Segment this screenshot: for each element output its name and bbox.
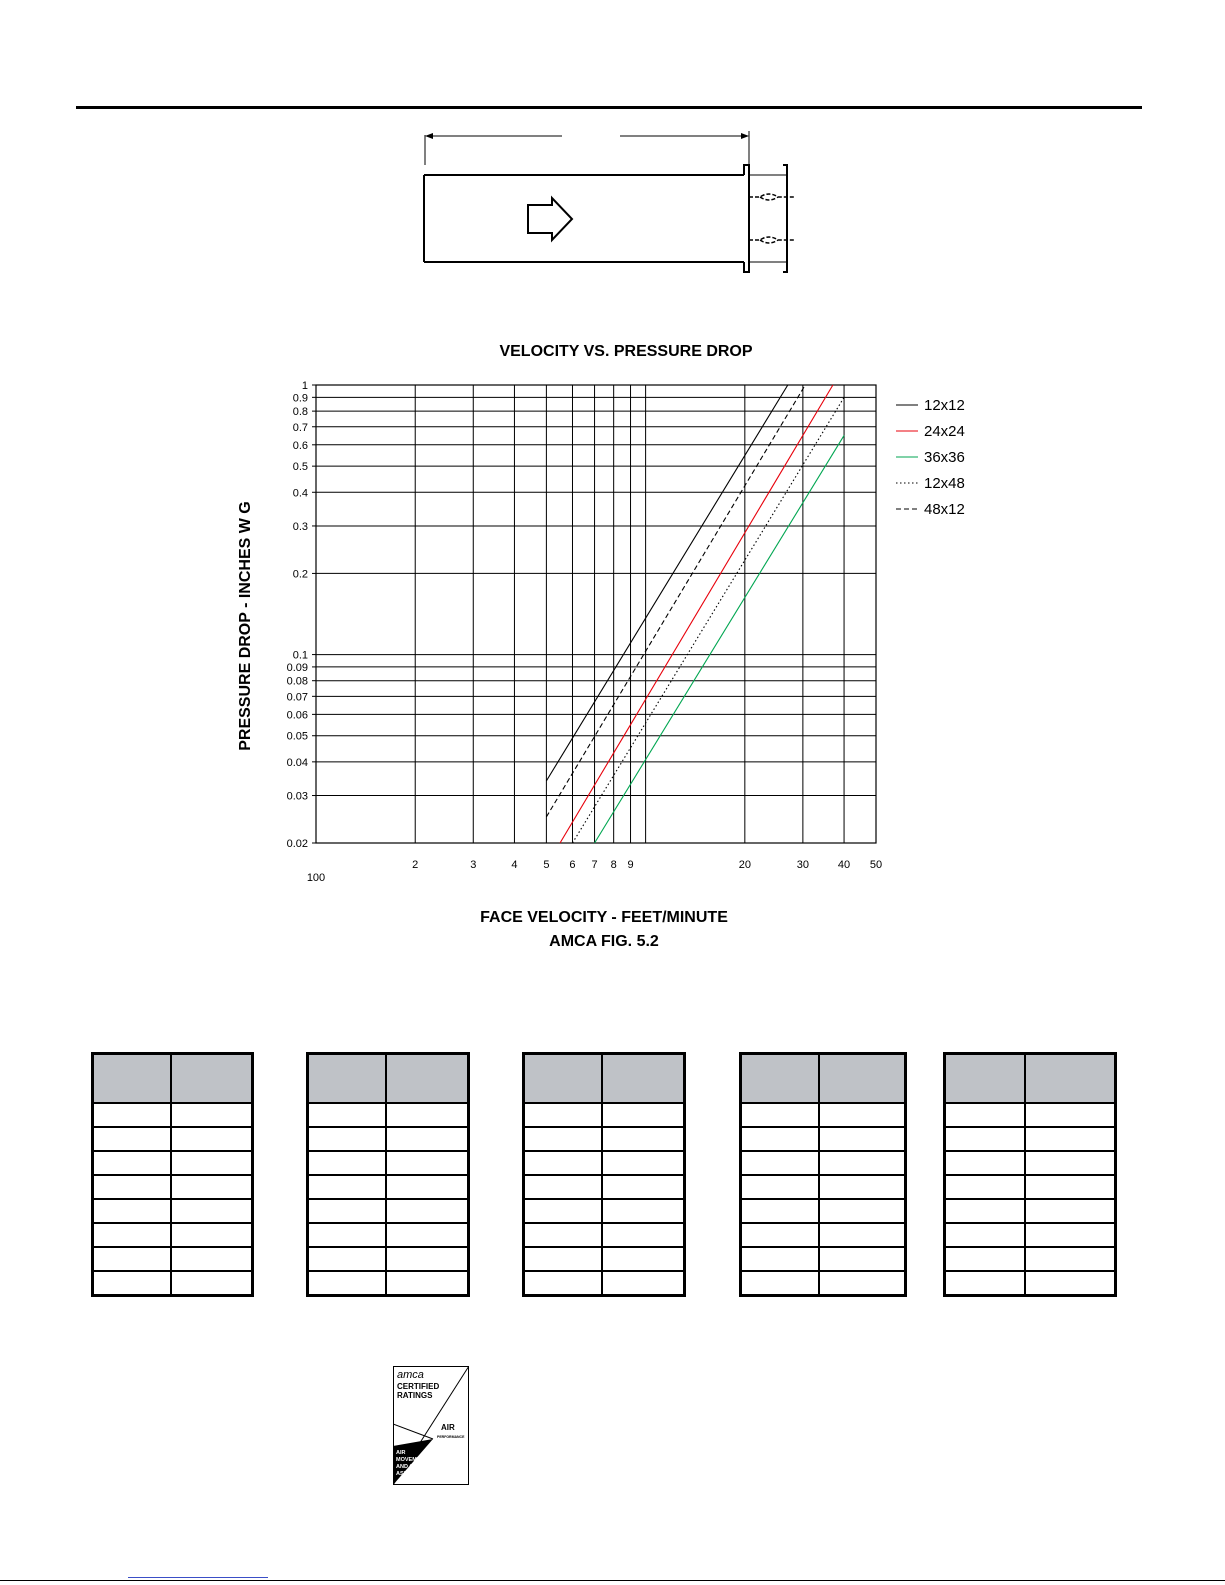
- dimension-arrow-right: [741, 133, 749, 139]
- x-tick-label: 3: [470, 859, 477, 871]
- x-tick-label: 5: [543, 859, 550, 871]
- spec-table-1: [91, 1052, 254, 1297]
- x-tick-label: 4: [511, 859, 518, 871]
- y-tick-label: 0.07: [286, 691, 308, 704]
- svg-text:CERTIFIED: CERTIFIED: [397, 1382, 440, 1391]
- duct-diagram: [424, 131, 795, 272]
- damper-blade-upper: [749, 194, 795, 200]
- y-tick-label: 0.09: [286, 661, 308, 674]
- svg-text:AIR: AIR: [441, 1423, 455, 1432]
- y-tick-label: 0.06: [286, 709, 308, 722]
- x-tick-label: 9: [627, 859, 634, 871]
- y-tick-label: 0.6: [292, 439, 308, 452]
- legend-label: 24x24: [924, 423, 965, 440]
- x-tick-label: 20: [738, 859, 751, 871]
- svg-text:amca: amca: [397, 1369, 424, 1381]
- spec-table-2: [306, 1052, 470, 1297]
- spec-table-5: [943, 1052, 1117, 1297]
- dimension-arrow-left: [425, 133, 433, 139]
- x-tick-label: 50: [869, 859, 883, 871]
- y-tick-label: 0.7: [292, 421, 308, 434]
- chart-title: VELOCITY VS. PRESSURE DROP: [499, 343, 753, 360]
- y-tick-label: 0.2: [292, 568, 308, 581]
- x-tick-labels: [307, 859, 882, 884]
- amca-certified-ratings-logo: [393, 1366, 469, 1485]
- y-tick-label: 0.1: [292, 649, 308, 662]
- y-tick-label: 0.4: [292, 487, 308, 500]
- svg-text:AND CONTROL: AND CONTROL: [396, 1464, 437, 1470]
- y-tick-labels: [287, 380, 308, 850]
- svg-text:MOVEMENT: MOVEMENT: [396, 1457, 428, 1463]
- chart-legend: [896, 397, 965, 518]
- x-tick-label: 7: [591, 859, 598, 871]
- x-tick-label: 100: [306, 872, 326, 884]
- spec-tables: [0, 1052, 1225, 1304]
- spec-table-4: [739, 1052, 907, 1297]
- svg-text:AIR: AIR: [396, 1450, 406, 1456]
- series-line-24x24: [560, 385, 833, 843]
- y-tick-label: 0.9: [292, 392, 308, 405]
- footer-rule: [0, 1580, 1225, 1581]
- damper-frame: [783, 165, 787, 272]
- legend-label: 48x12: [924, 501, 965, 518]
- x-tick-label: 40: [837, 859, 851, 871]
- x-tick-label: 8: [610, 859, 617, 871]
- svg-text:PERFORMANCE: PERFORMANCE: [437, 1435, 465, 1439]
- damper-blade-lower: [749, 237, 795, 243]
- y-tick-label: 0.02: [286, 838, 308, 850]
- x-tick-label: 6: [569, 859, 576, 871]
- legend-label: 12x48: [924, 475, 965, 492]
- x-tick-label: 30: [796, 859, 810, 871]
- y-tick-label: 1: [301, 380, 308, 392]
- series-line-48x12: [546, 385, 805, 817]
- y-tick-label: 0.5: [292, 461, 308, 474]
- legend-label: 12x12: [924, 397, 965, 414]
- y-tick-label: 0.03: [286, 790, 308, 803]
- svg-text:ASSOCIATION, INC.: ASSOCIATION, INC.: [396, 1471, 448, 1477]
- figure-caption: AMCA FIG. 5.2: [549, 933, 659, 950]
- x-tick-label: 2: [412, 859, 419, 871]
- y-axis-label: PRESSURE DROP - INCHES W G: [237, 501, 254, 751]
- chart-series: [546, 385, 844, 843]
- y-tick-label: 0.05: [286, 730, 308, 743]
- y-tick-label: 0.8: [292, 406, 308, 419]
- duct-flange: [744, 165, 749, 272]
- footer-link-underline[interactable]: [128, 1577, 268, 1578]
- svg-text:RATINGS: RATINGS: [397, 1391, 433, 1400]
- x-axis-label: FACE VELOCITY - FEET/MINUTE: [480, 909, 728, 926]
- spec-table-3: [522, 1052, 686, 1297]
- y-tick-label: 0.3: [292, 520, 308, 533]
- airflow-arrow-icon: [528, 198, 572, 240]
- legend-label: 36x36: [924, 449, 965, 466]
- y-tick-label: 0.08: [286, 675, 308, 688]
- y-tick-label: 0.04: [286, 756, 308, 769]
